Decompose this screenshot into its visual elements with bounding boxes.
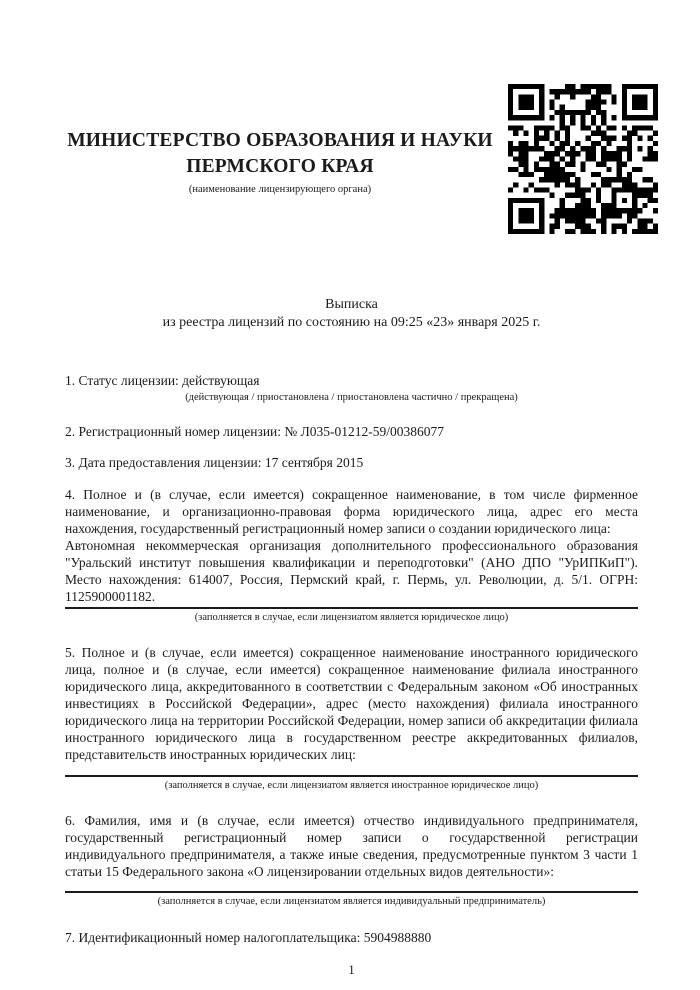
authority-name-line1: МИНИСТЕРСТВО ОБРАЗОВАНИЯ И НАУКИ [67, 130, 493, 151]
foreign-entity-text: 5. Полное и (в случае, если имеется) сокращенное наименование иностранного юридического лица, полное и (в случае, если имеется) сокращенное наименование филиала иностранного юридического лица, аккредитованного в соответствии с Федеральным законом «Об иностранных инвестициях в Российской Федерации», адрес (место нахождения) филиала иностранного юридического лица на территории Российской Федерации, номер записи об аккредитации филиала иностранного юридического лица в государственном реестре аккредитованных филиалов, представительств иностранных юридических лиц: [65, 645, 638, 762]
document-title-subheading: из реестра лицензий по состоянию на 09:25 «23» января 2025 г. [162, 315, 541, 330]
authority-name-line2: ПЕРМСКОГО КРАЯ [186, 156, 374, 177]
individual-entrepreneur-text: 6. Фамилия, имя и (в случае, если имеется) отчество индивидуального предпринимателя, государственный регистрационный номер записи о государственной регистрации индивидуального предпринимателя, а также иные сведения, предусмотренные пунктом 3 части 1 статьи 15 Федерального закона «О лицензировании отдельных видов деятельности»: [65, 813, 638, 879]
taxpayer-number-text: 7. Идентификационный номер налогоплательщика: 5904988880 [65, 930, 432, 945]
section-legal-entity [65, 486, 638, 624]
license-status-text: 1. Статус лицензии: действующая [65, 373, 260, 388]
license-status-caption: (действующая / приостановлена / приостановлена частично / прекращена) [185, 392, 518, 403]
individual-entrepreneur-caption: (заполняется в случае, если лицензиатом является индивидуальный предприниматель) [157, 896, 546, 907]
page-number: 1 [348, 962, 355, 977]
section-individual-entrepreneur [65, 812, 638, 908]
section-registration-number [65, 423, 638, 440]
grant-date-text: 3. Дата предоставления лицензии: 17 сентября 2015 [65, 455, 364, 470]
registration-number-text: 2. Регистрационный номер лицензии: № Л035-01212-59/00386077 [65, 424, 445, 439]
legal-entity-value: Автономная некоммерческая организация дополнительного профессионального образования "Уральский институт повышения квалификации и переподготовки" (АНО ДПО "УрИПКиП"). Место нахождения: 614007, Россия, Пермский край, г. Пермь, ул. Революции, д. 5/1. ОГРН: 1125900001182. [65, 538, 638, 604]
legal-entity-caption: (заполняется в случае, если лицензиатом является юридическое лицо) [194, 612, 509, 623]
fill-line [65, 775, 638, 777]
foreign-entity-caption: (заполняется в случае, если лицензиатом является иностранное юридическое лицо) [164, 780, 539, 791]
fill-line [65, 607, 638, 609]
section-taxpayer-number [65, 929, 638, 946]
licensing-authority-header [65, 128, 495, 197]
section-grant-date [65, 454, 638, 471]
fill-line [65, 891, 638, 893]
section-license-status [65, 372, 638, 404]
qr-code-icon [508, 84, 658, 234]
legal-entity-text: 4. Полное и (в случае, если имеется) сокращенное наименование, в том числе фирменное наименование, и организационно-правовая форма юридического лица, адрес его места нахождения, государственный регистрационный номер записи о создании юридического лица: [65, 487, 638, 536]
authority-caption: (наименование лицензирующего органа) [188, 184, 372, 195]
document-title [65, 296, 638, 332]
document-body [65, 365, 638, 978]
document-title-heading: Выписка [325, 297, 378, 312]
section-foreign-entity [65, 644, 638, 792]
